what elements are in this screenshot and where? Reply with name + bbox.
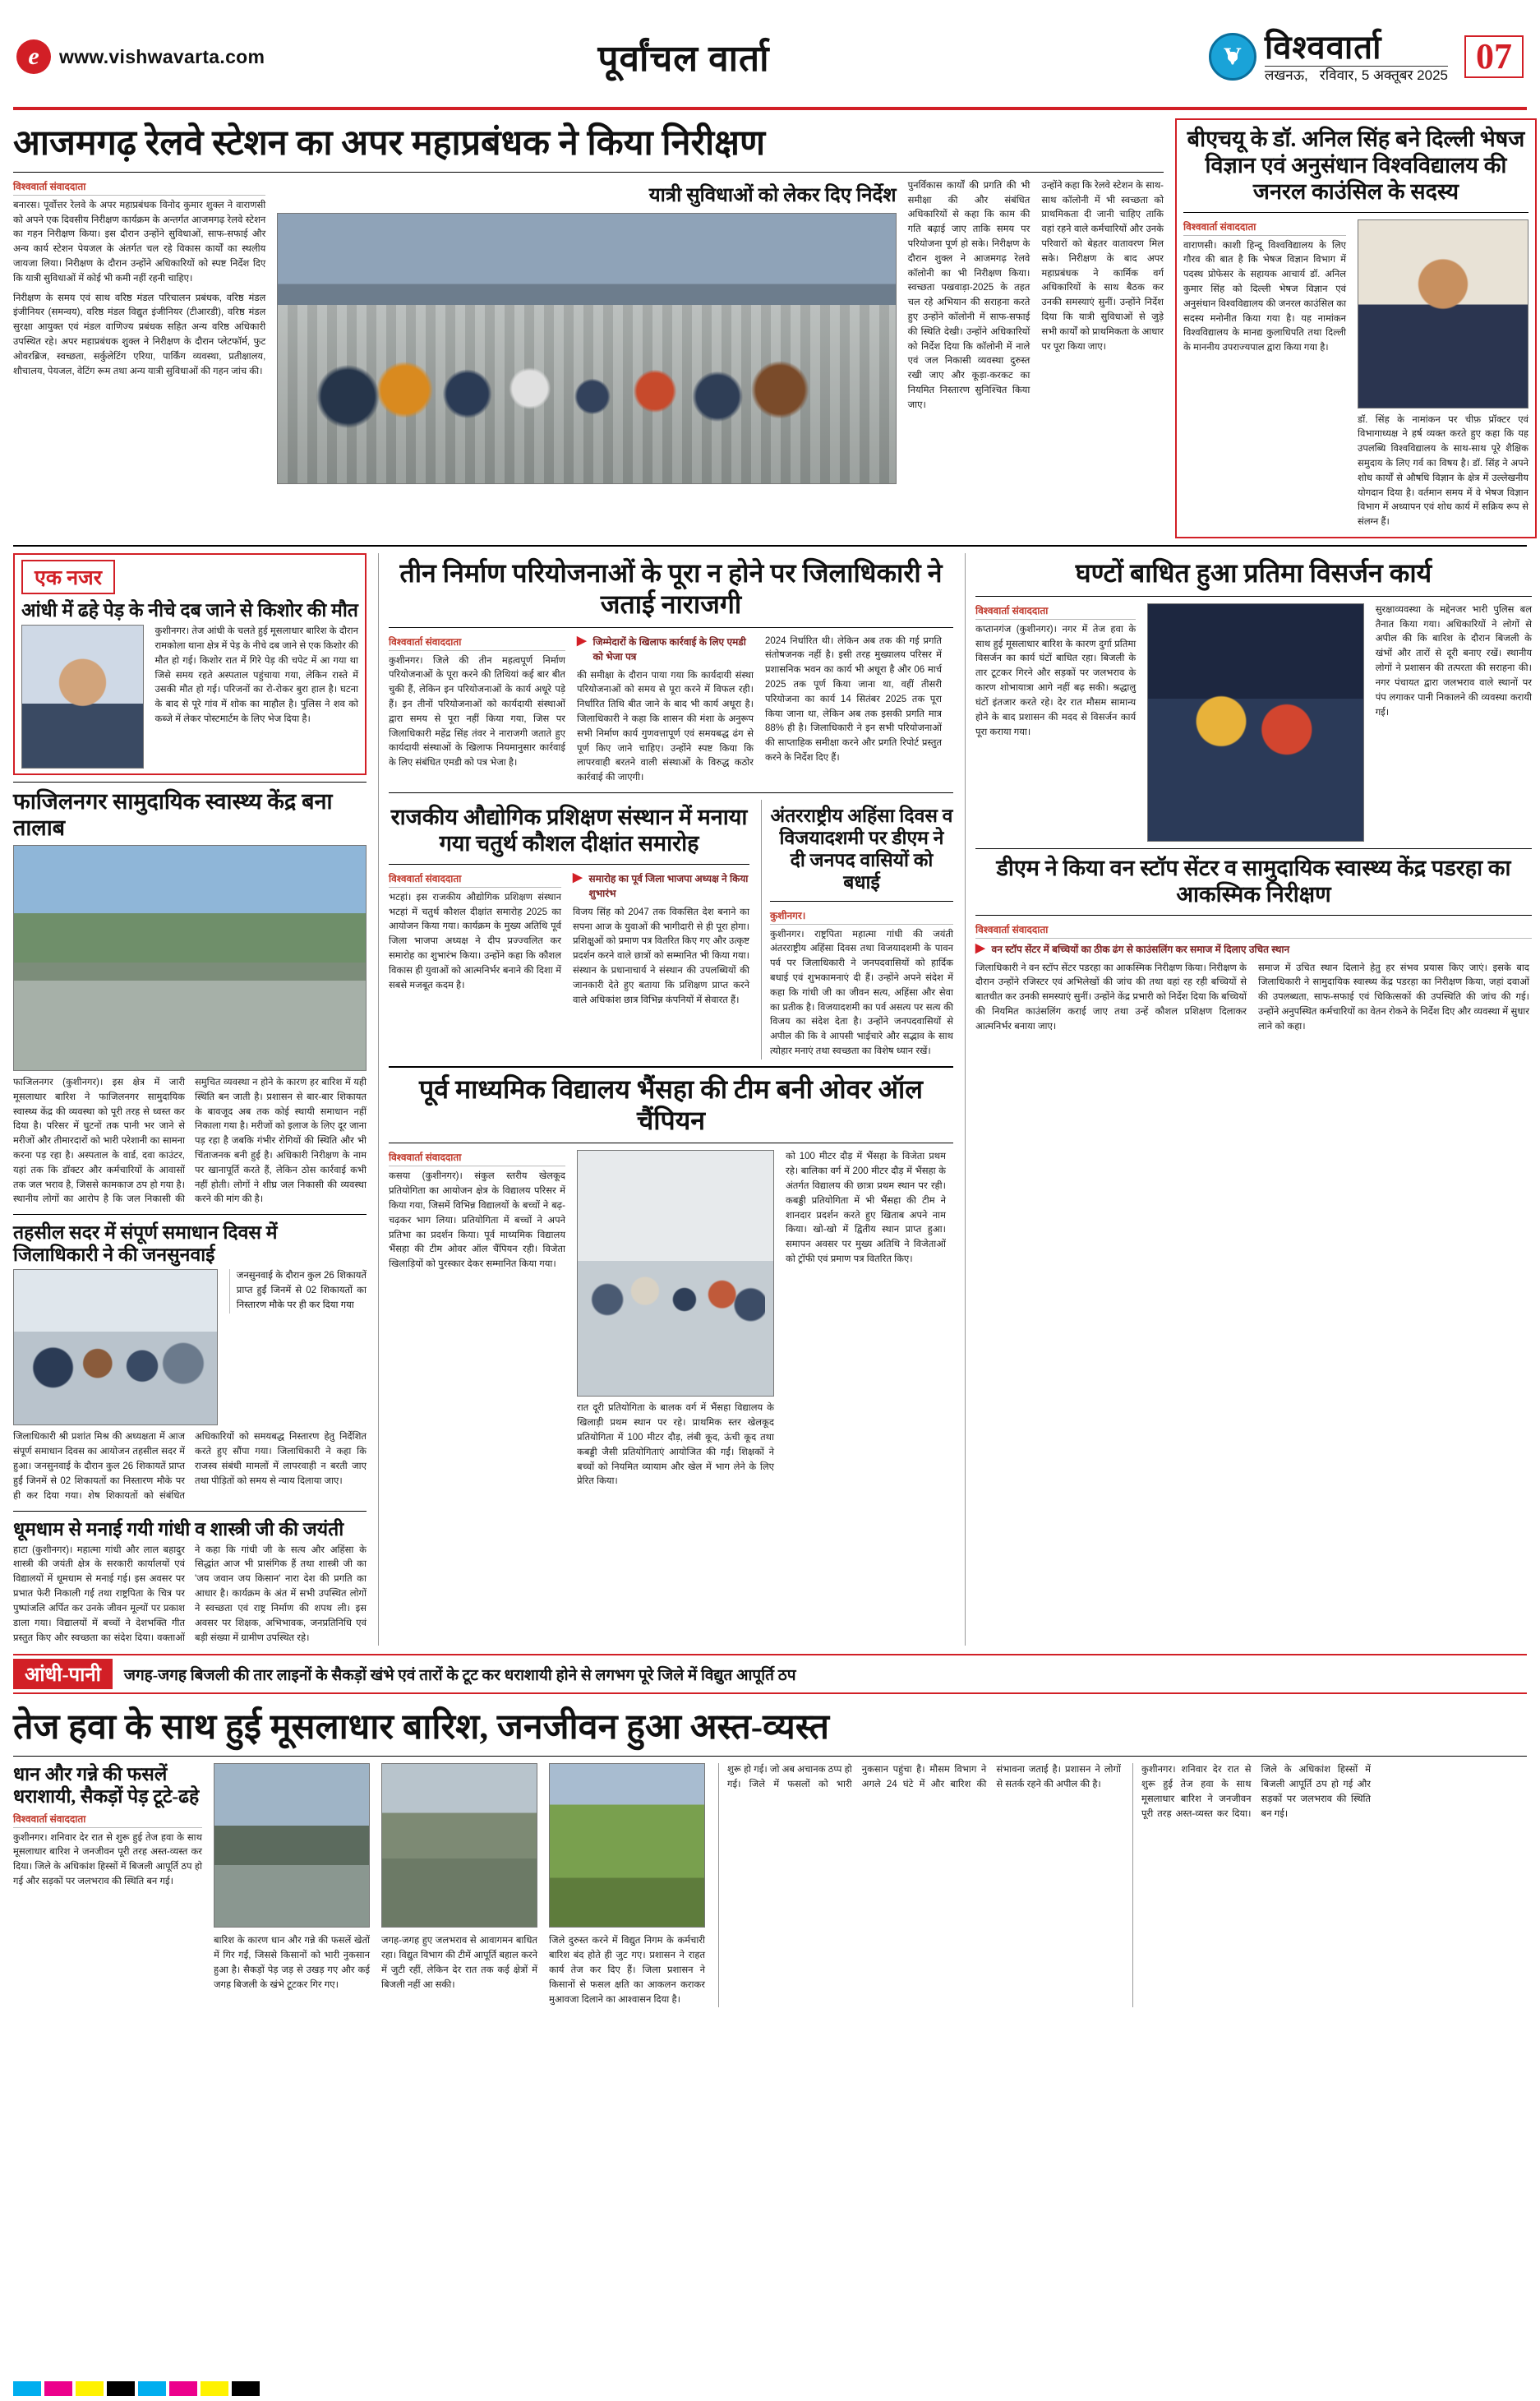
- brand-name: विश्ववार्ता: [1264, 29, 1382, 67]
- tahsil-text: जिलाधिकारी श्री प्रशांत मिश्र की अध्यक्षता में आज संपूर्ण समाधान दिवस का आयोजन तहसील सदर में हुआ। जनसुनवाई के दौरान कुल 26 शिकायतें प्राप्त हुईं जिनमें से 02 शिकायतों का निस्तारण मौके पर ही कर दिया गया। शेष शिकायतों को संबंधित अधिकारियों को समयबद्ध निस्तारण हेतु निर्देशित करते हुए सौंपा गया। जिलाधिकारी ने कहा कि राजस्व संबंधी मामलों में लापरवाही न बरती जाए तथा पीड़ितों को समय से न्याय दिलाया जाए।: [13, 1432, 367, 1501]
- bhu-text-1: वाराणसी। काशी हिन्दू विश्वविद्यालय के लिए गौरव की बात है कि भेषज विज्ञान विभाग में पदस्थ प्रोफेसर के सहायक आचार्य डॉ. अनिल कुमार सिंह को दिल्ली भेषज विज्ञान एवं अनुसंधान विश्वविद्यालय की जनरल काउंसिल का सदस्य मनोनीत किया गया है। यह नामांकन विश्वविद्यालय के मानद्य कुलाधिपति तथा दिल्ली के माननीय उपराज्यपाल द्वारा किया गया है।: [1183, 240, 1347, 353]
- teen-nirman-text-3: 2024 निर्धारित थी। लेकिन अब तक की गई प्रगति संतोषजनक नहीं है। इसी तरह मुख्यालय परिसर में प्रशासनिक भवन का कार्य भी अधूरा है और 06 मार्च 2025 तक पूर्ण किया जाना था, वहीं तीसरी परियोजना का कार्य 14 सितंबर 2025 तक पूरा किया जाना था, लेकिन अब तक इसकी प्रगति मात्र 88% ही है। जिलाधिकारी ने इन सभी परियोजनाओं की साप्ताहिक समीक्षा करने और प्रगति रिपोर्ट प्रस्तुत करने के निर्देश दिए हैं।: [765, 635, 942, 764]
- lead-headline: आजमगढ़ रेलवे स्टेशन का अपर महाप्रबंधक ने किया निरीक्षण: [13, 124, 766, 163]
- eknazar-photo-wrap: [21, 625, 144, 769]
- cmyk-yellow-2: [201, 2381, 228, 2396]
- iti-ahimsa-row: [389, 800, 953, 1060]
- teen-nirman-body: [389, 635, 953, 787]
- champion-col-3: [786, 1150, 946, 1489]
- weather-tag: आंधी-पानी: [13, 1659, 113, 1689]
- pratima-byline: विश्ववार्ता संवाददाता: [975, 603, 1136, 620]
- dm-inspection-note-text: वन स्टॉप सेंटर में बच्चियों का ठीक ढंग से काउंसलिंग कर समाज में दिलाए उचित स्थान: [991, 943, 1290, 955]
- dm-inspection-byline: विश्ववार्ता संवाददाता: [975, 922, 1532, 939]
- brand-place: लखनऊ,: [1264, 67, 1308, 84]
- champion-body: [389, 1150, 953, 1489]
- iti-headline: राजकीय औद्योगिक प्रशिक्षण संस्थान में मनाया गया चतुर्थ कौशल दीक्षांत समारोह: [390, 805, 748, 856]
- weather-text-4: जिले दुरुस्त करने में विद्युत निगम के कर्मचारी बारिश बंद होते ही जुट गए। प्रशासन ने राहत कार्य तेज कर दिए हैं। जिला प्रशासन ने किसानों से फसल क्षति का आकलन कराकर मुआवजा दिलाने का आश्वासन दिया है।: [549, 1936, 705, 2005]
- flooded-health-center-photo: [13, 845, 367, 1071]
- lead-text-3: पुनर्विकास कार्यों की प्रगति की भी समीक्षा की और संबंधित अधिकारियों से कहा कि काम की गति बढ़ाई जाए ताकि समय पर परियोजना पूर्ण हो सके। निरीक्षण के दौरान शुक्ल ने आजमगढ़ रेलवे कॉलोनी का भी निरीक्षण किया। स्वच्छता पखवाड़ा-2025 के तहत चल रहे अभियान की सराहना करते हुए उन्होंने कॉलोनी में साफ-सफाई की स्थिति देखी। उन्होंने अधिकारियों को निर्देश दिया कि कॉलोनी में नाले एवं जल निकासी व्यवस्था दुरुस्त रखी जाए और कूड़ा-करकट का नियमित निस्तारण सुनिश्चित किया जाए।: [907, 180, 1031, 410]
- bullet-dot-icon: ▶: [573, 870, 583, 884]
- iti-body: [389, 871, 749, 1009]
- ahimsa-story: [761, 800, 953, 1060]
- weather-photos: [214, 1763, 707, 2007]
- ek-nazar-box: [13, 553, 367, 775]
- iti-text-1: भटहां। इस राजकीय औद्योगिक प्रशिक्षण संस्थान भटहां में चतुर्थ कौशल दीक्षांत समारोह 2025 का आयोजन किया गया। कार्यक्रम के मुख्य अतिथि पूर्व जिला भाजपा अध्यक्ष ने दीप प्रज्ज्वलित कर समारोह का शुभारंभ किया। उन्होंने कहा कि कौशल विकास ही युवाओं को आत्मनिर्भर बनाने की दिशा में सबसे मजबूत कदम है।: [389, 892, 561, 990]
- lead-body: [13, 179, 1164, 484]
- weather-under-photo-text: [214, 1934, 707, 2007]
- pratima-photo-wrap: [1147, 603, 1364, 842]
- pratima-body: [975, 603, 1532, 842]
- weather-photo-row: [214, 1763, 707, 1928]
- weather-text-3: जगह-जगह हुए जलभराव से आवागमन बाधित रहा। विद्युत विभाग की टीमें आपूर्ति बहाल करने में जुटी रहीं, लेकिन देर रात तक कई क्षेत्रों में बिजली नहीं आ सकी।: [381, 1936, 537, 1990]
- cmyk-magenta: [44, 2381, 72, 2396]
- dm-col-1: [975, 962, 1247, 1035]
- waterlogged-road-photo: [381, 1763, 537, 1928]
- weather-tagbar: [13, 1654, 1527, 1694]
- jayanti-headline: धूमधाम से मनाई गयी गांधी व शास्त्री जी की जयंती: [13, 1518, 344, 1540]
- champion-byline: विश्ववार्ता संवाददाता: [389, 1150, 565, 1166]
- tahsil-headline: तहसील सदर में संपूर्ण समाधान दिवस में जिलाधिकारी ने की जनसुनवाई: [13, 1222, 278, 1266]
- ahimsa-dateline: कुशीनगर।: [770, 908, 953, 925]
- weather-text-1: कुशीनगर। शनिवार देर रात से शुरू हुई तेज हवा के साथ मूसलाधार बारिश ने जनजीवन पूरी तरह अस्त-व्यस्त कर दिया। जिले के अधिकांश हिस्सों में बिजली आपूर्ति ठप हो गई और सड़कों पर जलभराव की स्थिति बन गई।: [13, 1832, 202, 1887]
- pratima-headline: घण्टों बाधित हुआ प्रतिमा विसर्जन कार्य: [1075, 558, 1432, 589]
- dr-anil-singh-portrait: [1358, 219, 1528, 409]
- teen-nirman-col-1: [389, 635, 565, 787]
- iti-story: [389, 800, 749, 1060]
- masthead: [13, 12, 1527, 110]
- bhu-byline: विश्ववार्ता संवाददाता: [1183, 219, 1346, 236]
- dm-text-2: समाज में उचित स्थान दिलाने हेतु हर संभव प्रयास किए जाएं। इसके बाद जिलाधिकारी ने सामुदायिक स्वास्थ्य केंद्र पडरहा का निरीक्षण किया, जहां दवाओं की उपलब्धता, साफ-सफाई एवं चिकित्सकों की उपस्थिति की जांच की गई। उन्होंने अनुपस्थित कर्मचारियों का वेतन रोकने के निर्देश दिए और व्यवस्था में सुधार लाने को कहा।: [1258, 963, 1529, 1032]
- brand-block: [1209, 30, 1448, 83]
- ahimsa-text: कुशीनगर। राष्ट्रपिता महात्मा गांधी की जयंती अंतरराष्ट्रीय अहिंसा दिवस तथा विजयादशमी के पावन पर्व पर जिलाधिकारी ने जनपदवासियों को हार्दिक बधाई एवं शुभकामनाएं दी हैं। उन्होंने अपने संदेश में कहा कि गांधी जी का जीवन सत्य, अहिंसा और सेवा का प्रतीक है। विजयादशमी का पर्व असत्य पर सत्य की विजय का संदेश देता है। उन्होंने जनपदवासियों से अपील की कि वे आपसी भाईचारे और सद्भाव के साथ त्योहार मनाएं तथा स्वच्छता का विशेष ध्यान रखें।: [770, 929, 953, 1057]
- teen-nirman-headline: तीन निर्माण परियोजनाओं के पूरा न होने पर जिलाधिकारी ने जताई नाराजगी: [399, 558, 943, 619]
- ek-nazar-label: एक नजर: [21, 560, 115, 594]
- lead-photo-block: [277, 179, 896, 484]
- champion-text-2: रात दूरी प्रतियोगिता के बालक वर्ग में भैंसहा विद्यालय के खिलाड़ी प्रथम स्थान पर रहे। प्राथमिक स्तर खेलकूद प्रतियोगिता में 100 मीटर दौड़, लंबी कूद, ऊंची कूद तथा कबड्डी जैसी प्रतियोगिताएं आयोजित की गईं। शिक्षकों ने बच्चों को नियमित व्यायाम और खेल में भाग लेने के लिए प्रेरित किया।: [577, 1403, 774, 1487]
- iti-text-2: विजय सिंह को 2047 तक विकसित देश बनाने का सपना आज के युवाओं की भागीदारी से ही पूरा होगा। प्रशिक्षुओं को प्रमाण पत्र वितरित किए गए और उत्कृष्ट प्रदर्शन करने वाले छात्रों को सम्मानित भी किया गया। संस्थान के प्रधानाचार्य ने संस्थान की उपलब्धियों की जानकारी देते हुए बताया कि प्रशिक्षण प्राप्त करने वाले अधिकांश छात्र विभिन्न कंपनियों में सेवारत हैं।: [573, 907, 749, 1005]
- weather-headline: तेज हवा के साथ हुई मूसलाधार बारिश, जनजीवन हुआ अस्त-व्यस्त: [13, 1708, 829, 1748]
- weather-text-6: कुशीनगर। शनिवार देर रात से शुरू हुई तेज हवा के साथ मूसलाधार बारिश ने जनजीवन पूरी तरह अस्त-व्यस्त कर दिया। जिले के अधिकांश हिस्सों में बिजली आपूर्ति ठप हो गई और सड़कों पर जलभराव की स्थिति बन गई।: [1141, 1765, 1371, 1819]
- bhu-col-1: [1183, 219, 1346, 531]
- railway-station-inspection-photo: [277, 213, 896, 484]
- dm-inspection-body: [975, 962, 1532, 1035]
- champion-headline: पूर्व माध्यमिक विद्यालय भैंसहा की टीम बनी ओवर ऑल चैंपियन: [419, 1074, 923, 1135]
- iti-col-1: [389, 871, 561, 1009]
- eknazar-text: कुशीनगर। तेज आंधी के चलते हुई मूसलाधार बारिश के दौरान रामकोला थाना क्षेत्र में पेड़ के नीचे दब जाने से एक किशोर की मौत हो गई। किशोर रात में गिरे पेड़ की चपेट में आ गया था जिसे समय रहते अस्पताल पहुंचाया गया, लेकिन रास्ते में उसकी मौत हो गई। परिजनों का रो-रोकर बुरा हाल है। घटना के बाद से पूरे गांव में शोक का माहौल है। पुलिस ने शव को कब्जे में लेकर पोस्टमार्टम के लिए भेज दिया है।: [154, 626, 358, 725]
- brand-text: [1265, 30, 1448, 83]
- masthead-right: [1001, 30, 1527, 83]
- pratima-text-1: कप्तानगंज (कुशीनगर)। नगर में तेज हवा के साथ हुई मूसलाधार बारिश के कारण दुर्गा प्रतिमा विसर्जन का कार्य घंटों बाधित रहा। बिजली के तार टूटकर गिरने और सड़कों पर जलभराव के कारण शोभायात्रा आगे नहीं बढ़ सकी। श्रद्धालु घंटों इंतजार करते रहे। देर रात मौसम सामान्य होने के बाद प्रशासन की मदद से विसर्जन कार्य पूरा कराया गया।: [975, 624, 1137, 737]
- lead-byline: विश्ववार्ता संवाददाता: [13, 179, 265, 196]
- champion-photo-wrap: [577, 1150, 774, 1489]
- brand-date: रविवार, 5 अक्तूबर 2025: [1319, 67, 1448, 84]
- idol-immersion-photo: [1147, 603, 1364, 842]
- iti-note-text: समारोह का पूर्व जिला भाजपा अध्यक्ष ने किया शुभारंभ: [588, 872, 749, 899]
- tahsil-note: जनसुनवाई के दौरान कुल 26 शिकायतें प्राप्त हुईं जिनमें से 02 शिकायतों का निस्तारण मौके पर ही कर दिया गया: [229, 1269, 367, 1313]
- cmyk-cyan-2: [138, 2381, 166, 2396]
- tahsil-photo-wrap: [13, 1269, 218, 1425]
- masthead-left: [13, 39, 367, 74]
- damaged-crop-photo: [549, 1763, 705, 1928]
- cmyk-cyan: [13, 2381, 41, 2396]
- weather-subhead: धान और गन्ने की फसलें धराशायी, सैकड़ों पेड़ टूटे-ढहे: [13, 1764, 200, 1808]
- deceased-teenager-photo: [21, 625, 144, 769]
- center-column: [378, 553, 953, 1646]
- teen-nirman-note: [577, 635, 754, 664]
- globe-logo-icon: [1209, 33, 1256, 81]
- cmyk-black: [107, 2381, 135, 2396]
- brand-subline: [1265, 66, 1448, 83]
- teen-nirman-col-3: [765, 635, 942, 787]
- champion-text-3: को 100 मीटर दौड़ में भैंसहा के विजेता प्रथम रहे। बालिका वर्ग में 200 मीटर दौड़ में भैंसहा के अंतर्गत विद्यालय की छात्रा प्रथम स्थान पर रही। कबड्डी प्रतियोगिता में भी भैंसहा की टीम ने शानदार प्रदर्शन करते हुए खिताब अपने नाम किया। खो-खो में द्वितीय स्थान प्राप्त हुआ। समापन अवसर पर मुख्य अतिथि ने विजेताओं को ट्रॉफी एवं प्रमाण पत्र वितरित किए।: [786, 1152, 946, 1265]
- lead-col-4: [1041, 179, 1164, 484]
- tahsil-hearing-photo: [13, 1269, 218, 1425]
- right-column: [965, 553, 1532, 1646]
- top-section: [13, 118, 1527, 538]
- jayanti-text: हाटा (कुशीनगर)। महात्मा गांधी और लाल बहादुर शास्त्री की जयंती क्षेत्र के सरकारी कार्यालयों एवं विद्यालयों में धूमधाम से मनाई गई। इस अवसर पर प्रभात फेरी निकाली गई तथा राष्ट्रपिता के चित्र पर पुष्पांजलि अर्पित कर उनके जीवन मूल्यों पर प्रकाश डाला गया। विद्यालयों में बच्चों ने देशभक्ति गीत प्रस्तुत किए और स्वच्छता का संदेश दिया। वक्ताओं ने कहा कि गांधी जी के सत्य और अहिंसा के सिद्धांत आज भी प्रासंगिक हैं तथा शास्त्री जी का 'जय जवान जय किसान' नारा देश की प्रगति का आधार है। कार्यक्रम के अंत में सभी उपस्थित लोगों ने स्वच्छता एवं राष्ट्र निर्माण की शपथ ली। इस अवसर पर शिक्षक, अभिभावक, जनप्रतिनिधि एवं बड़ी संख्या में ग्रामीण उपस्थित रहे।: [13, 1544, 367, 1643]
- teen-nirman-text-1: कुशीनगर। जिले की तीन महत्वपूर्ण निर्माण परियोजनाओं के पूरा करने की तिथियां कई बार बीत चुकी हैं, लेकिन इन परियोजनाओं के कार्य अधूरे पड़े हैं। इन तीनों परियोजनाओं को कार्यदायी संस्थाओं द्वारा समय से पूरा नहीं किया गया, जिस पर जिलाधिकारी महेंद्र सिंह तंवर ने नाराजगी जताते हुए कार्यदायी संस्थाओं के खिलाफ नियमानुसार कार्रवाई के लिए संबंधित एमडी को पत्र भेजा है।: [389, 655, 565, 769]
- bhu-body: [1183, 219, 1528, 531]
- lead-text-1: बनारस। पूर्वोत्तर रेलवे के अपर महाप्रबंधक विनोद कुमार शुक्ल ने वाराणसी को अपने एक दिवसीय निरीक्षण कार्यक्रम के अन्तर्गत आजमगढ़ रेलवे स्टेशन का गहन निरीक्षण किया। इस दौरान उन्होंने सुविधाओं, साफ-सफाई और अन्य कार्य स्टेशन पेयजल के अंतर्गत चल रहे विकास कार्यों का स्थलीय जायजा लिया। निरीक्षण के दौरान उन्होंने अधिकारियों को स्पष्ट निर्देश दिए कि यात्री सुविधाओं में कोई भी कमी नहीं रहनी चाहिए।: [13, 200, 266, 284]
- pratima-text-2: सुरक्षाव्यवस्था के मद्देनजर भारी पुलिस बल तैनात किया गया। अधिकारियों ने लोगों से अपील की कि बारिश के दौरान बिजली के खंभों और तारों से दूरी बनाए रखें। स्थानीय लोगों ने प्रशासन की तत्परता की सराहना की। नगर पंचायत द्वारा जलभराव वाले स्थानों पर पंप लगाकर पानी निकालने की व्यवस्था करायी गई।: [1375, 604, 1532, 718]
- page-number: 07: [1464, 35, 1524, 78]
- weather-col-1: [13, 1763, 202, 2007]
- lead-text-4: उन्होंने कहा कि रेलवे स्टेशन के साथ-साथ कॉलोनी में भी स्वच्छता को प्राथमिकता दी जानी चाहिए ताकि वहां रहने वाले कर्मचारियों और उनके परिवारों को बेहतर वातावरण मिल सके। निरीक्षण के बाद अपर महाप्रबंधक ने कार्मिक वर्ग अधिकारियों के साथ बैठक कर उनकी समस्याएं सुनीं। उन्होंने निर्देश दिया कि यात्री सुविधाओं से जुड़े सभी कार्यों को प्राथमिकता के आधार पर पूरा किया जाए।: [1041, 180, 1164, 352]
- weather-section: [13, 1654, 1527, 2007]
- bhu-headline: बीएचयू के डॉ. अनिल सिंह बने दिल्ली भेषज विज्ञान एवं अनुसंधान विश्वविद्यालय की जनरल काउंसिल के सदस्य: [1187, 127, 1525, 204]
- dm-inspection-note: [975, 942, 1532, 957]
- eknazar-body: [21, 625, 358, 769]
- dm-text-1: जिलाधिकारी ने वन स्टॉप सेंटर पडरहा का आकस्मिक निरीक्षण किया। निरीक्षण के दौरान उन्होंने रजिस्टर एवं अभिलेखों की जांच की तथा वहां रह रही बच्चियों से बातचीत कर उनकी समस्याएं सुनीं। उन्होंने केंद्र प्रभारी को निर्देश दिया कि बच्चियों की नियमित काउंसलिंग कराई जाए तथा उन्हें कौशल प्रशिक्षण दिलाकर आत्मनिर्भर बनाया जाए।: [975, 963, 1247, 1032]
- champion-text-1: कसया (कुशीनगर)। संकुल स्तरीय खेलकूद प्रतियोगिता का आयोजन क्षेत्र के विद्यालय परिसर में किया गया, जिसमें विभिन्न विद्यालयों के बच्चों ने बढ़-चढ़कर भाग लिया। प्रतियोगिता में बच्चों ने अपने प्रतिभा का प्रदर्शन किया। पूर्व माध्यमिक विद्यालय भैंसहा की टीम ओवर ऑल चैंपियन रही। विजेता खिलाड़ियों को पुरस्कार देकर सम्मानित किया गया।: [389, 1171, 565, 1270]
- teen-nirman-byline: विश्ववार्ता संवाददाता: [389, 635, 565, 651]
- bhu-col-2: [1358, 219, 1528, 531]
- bullet-dot-icon: ▶: [975, 940, 985, 955]
- section-title: पूर्वांचल वार्ता: [597, 39, 770, 79]
- eknazar-text-wrap: [155, 625, 359, 769]
- lead-col-1: [13, 179, 265, 484]
- bhu-story: [1175, 118, 1537, 538]
- eknazar-headline: आंधी में ढहे पेड़ के नीचे दब जाने से किशोर की मौत: [21, 600, 358, 621]
- tahsil-body: [13, 1269, 367, 1425]
- teen-nirman-note-text: जिम्मेदारों के खिलाफ कार्रवाई के लिए एमडी को भेजा पत्र: [592, 635, 746, 663]
- lead-story: [13, 118, 1164, 538]
- tahsil-note-wrap: [229, 1269, 367, 1425]
- teen-nirman-col-2: [577, 635, 754, 787]
- weather-byline: विश्ववार्ता संवाददाता: [13, 1812, 202, 1828]
- cmyk-yellow: [76, 2381, 104, 2396]
- iti-byline: विश्ववार्ता संवाददाता: [389, 871, 561, 888]
- lead-col-3: [908, 179, 1031, 484]
- school-prize-distribution-photo: [577, 1150, 774, 1397]
- cmyk-registration-strip: [13, 2381, 1527, 2396]
- ahimsa-headline: अंतरराष्ट्रीय अहिंसा दिवस व विजयादशमी पर डीएम ने दी जनपद वासियों को बधाई: [770, 806, 953, 893]
- fazilnagar-text: फाजिलनगर (कुशीनगर)। इस क्षेत्र में जारी मूसलाधार बारिश ने फाजिलनगर सामुदायिक स्वास्थ्य केंद्र की व्यवस्था को पूरी तरह से ध्वस्त कर दिया है। परिसर में घुटनों तक पानी भर जाने से मरीजों और तीमारदारों को भारी परेशानी का सामना करना पड़ रहा है। अस्पताल के वार्ड, दवा काउंटर, यहां तक कि डॉक्टर और कर्मचारियों के आवासों तक जल भराव है, जिससे कामकाज ठप हो गया है। स्थानीय लोगों का आरोप है कि जल निकासी की समुचित व्यवस्था न होने के कारण हर बारिश में यही स्थिति बन जाती है। प्रशासन से बार-बार शिकायत के बावजूद अब तक कोई स्थायी समाधान नहीं निकाला गया है। मरीजों को इलाज के लिए दूर जाना पड़ रहा है जबकि गंभीर रोगियों की स्थिति और भी चिंताजनक बनी हुई है। अधिकारी निरीक्षण के नाम पर खानापूर्ति करते हैं, लेकिन ठोस कार्रवाई कभी नहीं होती। लोगों ने शीघ्र जल निकासी की व्यवस्था करने की मांग की है।: [13, 1077, 367, 1205]
- middle-section: [13, 553, 1532, 1646]
- weather-text-5: शुरू हो गई। जो अब अचानक ठप्प हो गई। जिले में फसलों को भारी नुकसान पहुंचा है। मौसम विभाग ने अगले 24 घंटे में और बारिश की संभावना जताई है। प्रशासन ने लोगों से सतर्क रहने की अपील की है।: [727, 1765, 1121, 1790]
- rain-street-photo: [214, 1763, 370, 1928]
- fazilnagar-headline: फाजिलनगर सामुदायिक स्वास्थ्य केंद्र बना तालाब: [13, 789, 333, 841]
- pratima-col-3: [1376, 603, 1532, 842]
- weather-col-5: [718, 1763, 1121, 2007]
- e-logo-icon: e: [16, 39, 51, 74]
- bullet-dot-icon: ▶: [577, 633, 587, 648]
- cmyk-black-2: [232, 2381, 260, 2396]
- weather-text-2: बारिश के कारण धान और गन्ने की फसलें खेतों में गिर गईं, जिससे किसानों को भारी नुकसान हुआ है। सैकड़ों पेड़ जड़ से उखड़ गए और कई जगह बिजली के खंभे टूटकर गिर गए।: [214, 1936, 370, 1990]
- pratima-col-1: [975, 603, 1136, 842]
- teen-nirman-text-2: की समीक्षा के दौरान पाया गया कि कार्यदायी संस्था परियोजनाओं को समय से पूरा करने में विफल रही। निर्धारित तिथि बीत जाने के बाद भी कार्य अधूरा है। जिलाधिकारी ने कहा कि शासन की मंशा के अनुरूप सभी निर्माण कार्य गुणवत्तापूर्ण एवं समयबद्ध ढंग से पूर्ण किए जाने चाहिए। उन्होंने स्पष्ट किया कि लापरवाही बरतने वाली संस्थाओं के विरुद्ध कठोर कार्रवाई की जाएगी।: [577, 670, 754, 783]
- cmyk-magenta-2: [169, 2381, 197, 2396]
- dm-inspection-headline: डीएम ने किया वन स्टॉप सेंटर व सामुदायिक स्वास्थ्य केंद्र पडरहा का आकस्मिक निरीक्षण: [996, 855, 1511, 907]
- bhu-text-2: डॉ. सिंह के नामांकन पर चीफ़ प्रॉक्टर एवं विभागाध्यक्ष ने हर्ष व्यक्त करते हुए कहा कि यह उपलब्धि विश्वविद्यालय के साथ-साथ पूरे शैक्षिक समुदाय के लिए गर्व का विषय है। डॉ. सिंह ने अपने शोध कार्यों से औषधि विज्ञान के क्षेत्र में उल्लेखनीय योगदान दिया है। वर्तमान समय में वे भेषज विज्ञान विभाग में अध्यापन एवं शोध कार्य में सक्रिय रूप से संलग्न हैं।: [1358, 414, 1528, 528]
- champion-col-1: [389, 1150, 565, 1489]
- weather-body: [13, 1763, 1527, 2007]
- website-url[interactable]: www.vishwavarta.com: [59, 45, 265, 67]
- weather-col-6: [1132, 1763, 1371, 2007]
- iti-note: [573, 871, 749, 901]
- iti-col-2: [573, 871, 749, 1009]
- weather-tagline: जगह-जगह बिजली की तार लाइनों के सैकड़ों खंभे एवं तारों के टूट कर धराशायी होने से लगभग पूरे जिले में विद्युत आपूर्ति ठप: [123, 1666, 796, 1684]
- lead-subhead: यात्री सुविधाओं को लेकर दिए निर्देश: [648, 184, 897, 206]
- left-column: [13, 553, 367, 1646]
- dm-col-2: [1258, 962, 1529, 1035]
- lead-text-2: निरीक्षण के समय एवं साथ वरिष्ठ मंडल परिचालन प्रबंधक, वरिष्ठ मंडल इंजीनियर (समन्वय), वरिष्ठ मंडल विद्युत इंजीनियर (टीआरडी), वरिष्ठ मंडल सुरक्षा आयुक्त एवं मंडल वाणिज्य प्रबंधक सहित अन्य वरिष्ठ अधिकारी उपस्थित रहे। अपर महाप्रबंधक शुक्ल ने निरीक्षण के दौरान प्लेटफॉर्म, फुट ओवरब्रिज, स्वच्छता, सर्कुलेटिंग एरिया, पार्किंग व्यवस्था, प्रतीक्षालय, शौचालय, पेयजल, वेटिंग रूम तथा अन्य यात्री सुविधाओं की गहन जांच की।: [13, 293, 266, 376]
